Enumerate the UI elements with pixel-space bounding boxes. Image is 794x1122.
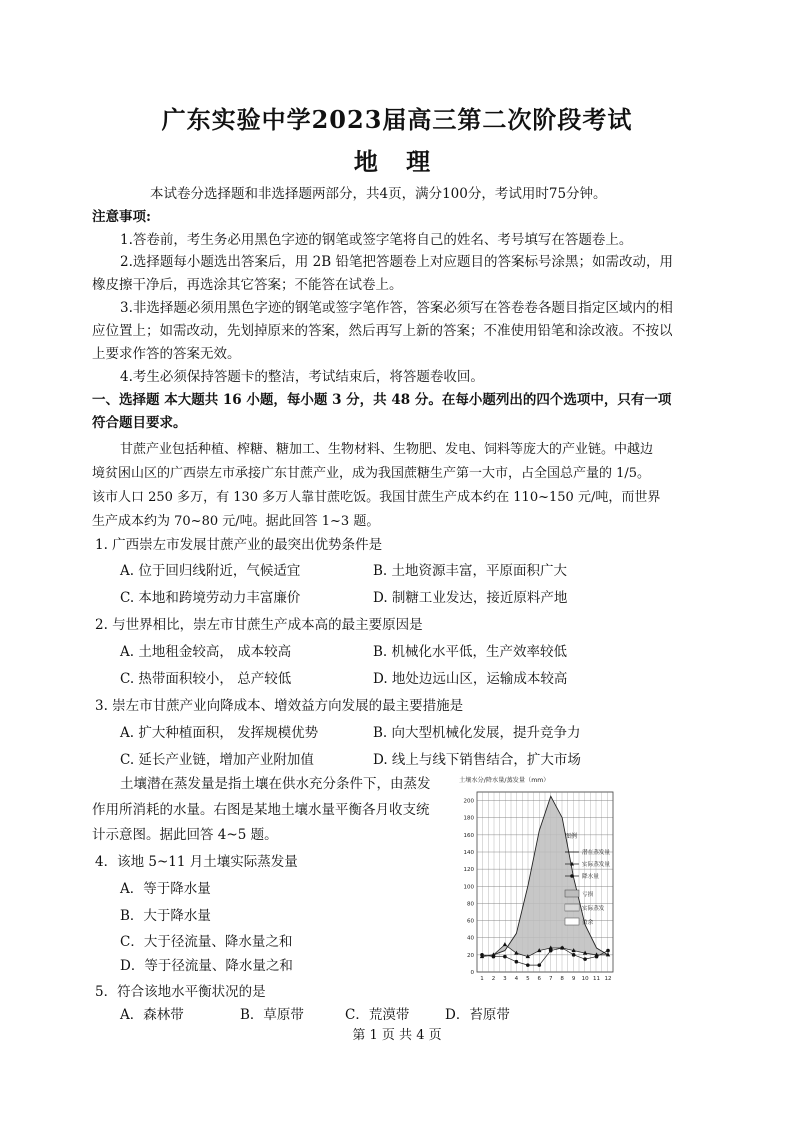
question-2-option-a: A. 土地租金较高， 成本较高 [120, 644, 292, 660]
question-3-stem: 3. 崇左市甘蔗产业向降成本、增效益方向发展的最主要措施是 [95, 698, 464, 714]
question-2-option-b: B. 机械化水平低，生产效率较低 [373, 644, 568, 660]
x-tick-label: 7 [548, 976, 553, 982]
precipitation-point [606, 949, 610, 953]
question-5-option-b: B．草原带 [240, 1007, 304, 1023]
legend-item-label: 盈余 [582, 920, 594, 926]
x-tick-label: 11 [593, 976, 601, 982]
x-tick-label: 3 [503, 976, 507, 982]
y-tick-label: 80 [467, 901, 474, 908]
note-1: 1.答卷前，考生务必用黑色字迹的钢笔或签字笔将自己的姓名、考号填写在答题卷上。 [120, 232, 633, 248]
question-4-option-c: C．大于径流量、降水量之和 [120, 934, 293, 950]
question-3-option-d: D. 线上与线下销售结合，扩大市场 [373, 752, 581, 768]
x-tick-label: 2 [491, 976, 496, 982]
question-3-option-b: B. 向大型机械化发展，提升竞争力 [373, 725, 581, 741]
x-tick-label: 9 [571, 976, 576, 982]
subject-title: 地 理 [353, 147, 441, 176]
precipitation-point [560, 946, 564, 950]
soil-water-balance-chart [455, 770, 620, 990]
exam-intro: 本试卷分选择题和非选择题两部分，共4页，满分100分，考试用时75分钟。 [150, 186, 607, 202]
y-tick-label: 60 [467, 918, 474, 925]
question-1-option-c: C. 本地和跨境劳动力丰富廉价 [120, 590, 301, 606]
y-tick-label: 140 [463, 850, 474, 856]
note-3: 3.非选择题必须用黑色字迹的钢笔或签字笔作答，答案必须写在答卷卷各题目指定区域内的相 [120, 300, 673, 316]
page-footer: 第 1 页 共 4 页 [352, 1028, 442, 1043]
y-tick-label: 160 [463, 832, 474, 839]
x-tick-label: 5 [526, 976, 530, 982]
passage1-line1: 甘蔗产业包括种植、榨糖、糖加工、生物材料、生物肥、发电、饲料等庞大的产业链。中越边 [120, 442, 654, 457]
question-3-option-c: C. 延长产业链，增加产业附加值 [120, 752, 314, 768]
legend-item-label: 实际蒸发量 [582, 862, 610, 868]
passage2-line1: 土壤潜在蒸发量是指土壤在供水充分条件下，由蒸发 [120, 776, 431, 792]
legend-title: 图例 [565, 833, 578, 840]
question-5-option-c: C．荒漠带 [345, 1007, 410, 1023]
precipitation-point [537, 963, 541, 967]
question-5-stem: 5．符合该地水平衡状况的是 [95, 984, 266, 1000]
y-tick-label: 120 [463, 867, 474, 874]
x-tick-label: 4 [514, 976, 519, 982]
question-1-option-d: D. 制糖工业发达，接近原料产地 [373, 590, 568, 606]
precipitation-point [549, 949, 553, 953]
passage2-line3: 计示意图。据此回答 4~5 题。 [92, 827, 278, 843]
note-2-cont: 橡皮擦干净后，再选涂其它答案；不能答在试卷上。 [92, 277, 403, 293]
legend-swatch-box [565, 918, 579, 925]
legend-item-label: 实际蒸发 [582, 906, 605, 912]
x-tick-label: 8 [560, 976, 564, 982]
note-3-end: 上要求作答的答案无效。 [92, 346, 241, 362]
passage1-line2: 境贫困山区的广西崇左市承接广东甘蔗产业，成为我国蔗糖生产第一大市，占全国总产量的 1/5。 [92, 466, 651, 481]
question-1-stem: 1. 广西崇左市发展甘蔗产业的最突出优势条件是 [95, 537, 383, 553]
question-1-option-b: B. 土地资源丰富，平原面积广大 [373, 563, 568, 579]
question-4-option-a: A．等于降水量 [120, 881, 211, 897]
legend-item-label: 降水量 [582, 874, 599, 880]
section-heading-cont: 符合题目要求。 [92, 415, 187, 431]
y-tick-label: 180 [463, 815, 474, 822]
y-tick-label: 200 [463, 798, 474, 805]
note-4: 4.考生必须保持答题卡的整洁，考试结束后，将答题卷收回。 [120, 369, 484, 385]
question-5-option-a: A．森林带 [120, 1007, 184, 1023]
precipitation-point [526, 963, 530, 967]
y-tick-label: 100 [463, 884, 474, 891]
precipitation-point [572, 953, 576, 957]
question-4-option-b: B．大于降水量 [120, 908, 211, 924]
precipitation-point [503, 955, 507, 959]
exam-title: 广东实验中学2023届高三第二次阶段考试 [161, 105, 633, 134]
question-2-stem: 2. 与世界相比，崇左市甘蔗生产成本高的最主要原因是 [95, 617, 423, 633]
note-2: 2.选择题每小题选出答案后，用 2B 铅笔把答题卷上对应题目的答案标号涂黑；如需改动，用 [120, 254, 673, 270]
x-tick-label: 10 [581, 976, 589, 982]
y-tick-label: 20 [467, 952, 474, 959]
x-tick-label: 1 [480, 976, 484, 982]
question-4-option-d: D．等于径流量、降水量之和 [120, 958, 293, 974]
y-tick-label: 40 [467, 935, 474, 942]
legend-swatch-box [565, 890, 579, 897]
x-tick-label: 12 [604, 976, 612, 982]
passage2-line2: 作用所消耗的水量。右图是某地土壤水量平衡各月收支统 [92, 802, 430, 818]
precipitation-point [492, 955, 496, 959]
legend-dot [570, 874, 574, 878]
x-tick-label: 6 [537, 976, 542, 982]
question-4-stem: 4．该地 5~11 月土壤实际蒸发量 [95, 854, 298, 870]
precipitation-point [480, 953, 484, 957]
notes-heading: 注意事项: [92, 209, 151, 225]
question-1-option-a: A. 位于回归线附近，气候适宜 [120, 563, 301, 579]
precipitation-point [515, 960, 519, 964]
precipitation-point [595, 955, 599, 959]
legend-item-label: 潜在蒸发量 [582, 850, 610, 856]
y-tick-label: 0 [470, 970, 474, 976]
question-3-option-a: A. 扩大种植面积， 发挥规模优势 [120, 725, 319, 741]
passage1-line4: 生产成本约为 70~80 元/吨。据此回答 1~3 题。 [92, 514, 380, 529]
precipitation-point [583, 957, 587, 961]
passage1-line3: 该市人口 250 多万，有 130 多万人靠甘蔗吃饭。我国甘蔗生产成本约在 110~150 元/吨，而世界 [92, 490, 661, 505]
chart-svg [455, 770, 620, 990]
question-2-option-d: D. 地处边远山区，运输成本较高 [373, 671, 568, 687]
section-heading: 一、选择题 本大题共 16 小题，每小题 3 分，共 48 分。在每小题列出的四个选项中，只有一项 [92, 392, 672, 408]
chart-ylabel: 土壤水分/降水量/蒸发量（mm） [459, 777, 550, 784]
question-2-option-c: C. 热带面积较小， 总产较低 [120, 671, 292, 687]
legend-item-label: 亏损 [582, 892, 594, 898]
note-3-cont: 应位置上；如需改动，先划掉原来的答案，然后再写上新的答案；不准使用铅笔和涂改液。不按以 [92, 323, 673, 339]
question-5-option-d: D．苔原带 [445, 1007, 510, 1023]
